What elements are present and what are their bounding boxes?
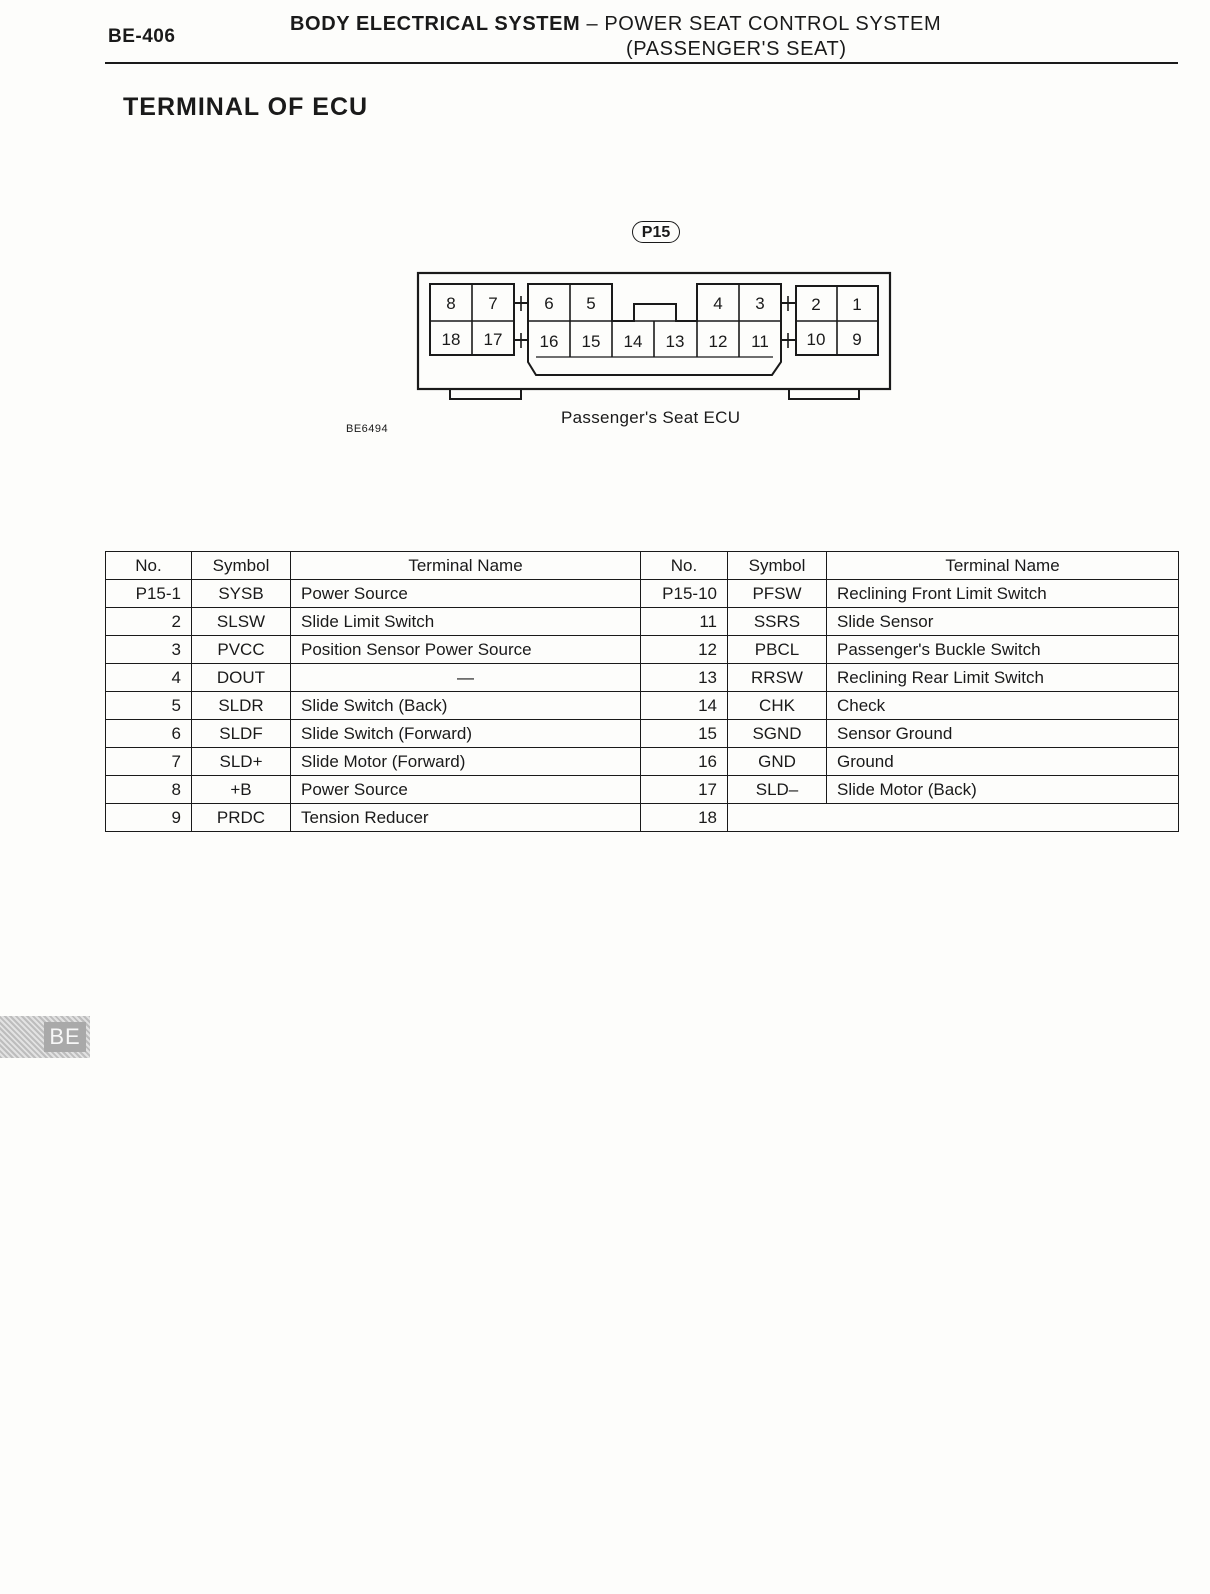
figure-code: BE6494 [346, 423, 389, 435]
cell-symbol: SLD+ [192, 748, 291, 776]
cell-no: 13 [641, 664, 728, 692]
cell-terminal-name: — [291, 664, 641, 692]
pin-label: 5 [586, 294, 596, 313]
table-row [106, 608, 1179, 636]
cell-no: 6 [106, 720, 192, 748]
cell-no: 12 [641, 636, 728, 664]
cell-no: 16 [641, 748, 728, 776]
cell-terminal-name: Sensor Ground [827, 720, 1179, 748]
lock-tab-right [789, 389, 859, 399]
cell-symbol: SLD– [728, 776, 827, 804]
cell-terminal-name: Tension Reducer [291, 804, 641, 832]
cell-terminal-name: Power Source [291, 580, 641, 608]
pin-label: 12 [708, 332, 728, 351]
cell-symbol: SYSB [192, 580, 291, 608]
cell-symbol: CHK [728, 692, 827, 720]
cell-terminal-name: Slide Switch (Back) [291, 692, 641, 720]
pin-label: 3 [755, 294, 765, 313]
pin-label: 8 [446, 294, 456, 313]
col-header-no: No. [641, 552, 728, 580]
cell-no: 3 [106, 636, 192, 664]
table-row [106, 664, 1179, 692]
cell-no: 4 [106, 664, 192, 692]
cell-symbol: PVCC [192, 636, 291, 664]
cell-symbol: SGND [728, 720, 827, 748]
cell-no: 7 [106, 748, 192, 776]
cell-terminal-name: Power Source [291, 776, 641, 804]
pin-label: 17 [483, 330, 503, 349]
pin-label: 14 [623, 332, 643, 351]
col-header-terminal-name: Terminal Name [291, 552, 641, 580]
cell-symbol: GND [728, 748, 827, 776]
pin-label: 1 [852, 295, 862, 314]
cell-empty [728, 804, 1179, 832]
title-separator: – [580, 13, 605, 35]
pin-label: 15 [581, 332, 601, 351]
cell-terminal-name: Position Sensor Power Source [291, 636, 641, 664]
col-header-symbol: Symbol [728, 552, 827, 580]
cell-no: 11 [641, 608, 728, 636]
table-row [106, 692, 1179, 720]
pin-label: 13 [665, 332, 685, 351]
system-title: BODY ELECTRICAL SYSTEM [290, 13, 581, 35]
diagram-caption: Passenger's Seat ECU [561, 408, 741, 427]
side-tab-label: BE [44, 1022, 86, 1052]
cell-symbol: RRSW [728, 664, 827, 692]
cell-no: 2 [106, 608, 192, 636]
cell-symbol: +B [192, 776, 291, 804]
table-row [106, 636, 1179, 664]
table-row [106, 580, 1179, 608]
cell-no: 5 [106, 692, 192, 720]
cell-no: 8 [106, 776, 192, 804]
cell-symbol: SSRS [728, 608, 827, 636]
subsystem-title: POWER SEAT CONTROL SYSTEM [604, 13, 942, 35]
section-title: TERMINAL OF ECU [123, 93, 369, 121]
table-row [106, 748, 1179, 776]
cell-no: 17 [641, 776, 728, 804]
cell-terminal-name: Passenger's Buckle Switch [827, 636, 1179, 664]
pin-label: 6 [544, 294, 554, 313]
cell-symbol: DOUT [192, 664, 291, 692]
cell-terminal-name: Reclining Front Limit Switch [827, 580, 1179, 608]
pin-label: 7 [488, 294, 498, 313]
header-subtitle: (PASSENGER'S SEAT) [626, 38, 847, 60]
cell-symbol: PFSW [728, 580, 827, 608]
cell-terminal-name: Slide Motor (Back) [827, 776, 1179, 804]
cell-terminal-name: Reclining Rear Limit Switch [827, 664, 1179, 692]
pin-label: 18 [441, 330, 461, 349]
table-header-row [106, 552, 1179, 580]
connector-code-badge: P15 [632, 221, 680, 243]
cell-no: 18 [641, 804, 728, 832]
cell-no: 14 [641, 692, 728, 720]
table-row [106, 804, 1179, 832]
pin-label: 4 [713, 294, 723, 313]
cell-symbol: SLSW [192, 608, 291, 636]
page-number: BE-406 [108, 26, 176, 47]
pin-label: 10 [806, 330, 826, 349]
table-row [106, 776, 1179, 804]
cell-terminal-name: Slide Switch (Forward) [291, 720, 641, 748]
cell-no: P15-1 [106, 580, 192, 608]
cell-terminal-name: Check [827, 692, 1179, 720]
lock-tab-left [450, 389, 521, 399]
cell-symbol: PBCL [728, 636, 827, 664]
pin-label: 16 [539, 332, 559, 351]
cell-terminal-name: Slide Limit Switch [291, 608, 641, 636]
cell-symbol: SLDF [192, 720, 291, 748]
pin-label: 11 [751, 332, 769, 351]
cell-symbol: PRDC [192, 804, 291, 832]
cell-terminal-name: Slide Motor (Forward) [291, 748, 641, 776]
col-header-no: No. [106, 552, 192, 580]
pin-label: 9 [852, 330, 862, 349]
table-row [106, 720, 1179, 748]
cell-no: 15 [641, 720, 728, 748]
pin-label: 2 [811, 295, 821, 314]
col-header-terminal-name: Terminal Name [827, 552, 1179, 580]
terminal-table [105, 551, 1179, 832]
cell-terminal-name: Slide Sensor [827, 608, 1179, 636]
col-header-symbol: Symbol [192, 552, 291, 580]
cell-symbol: SLDR [192, 692, 291, 720]
cell-no: 9 [106, 804, 192, 832]
cell-terminal-name: Ground [827, 748, 1179, 776]
section-side-tab [0, 1016, 90, 1058]
cell-no: P15-10 [641, 580, 728, 608]
